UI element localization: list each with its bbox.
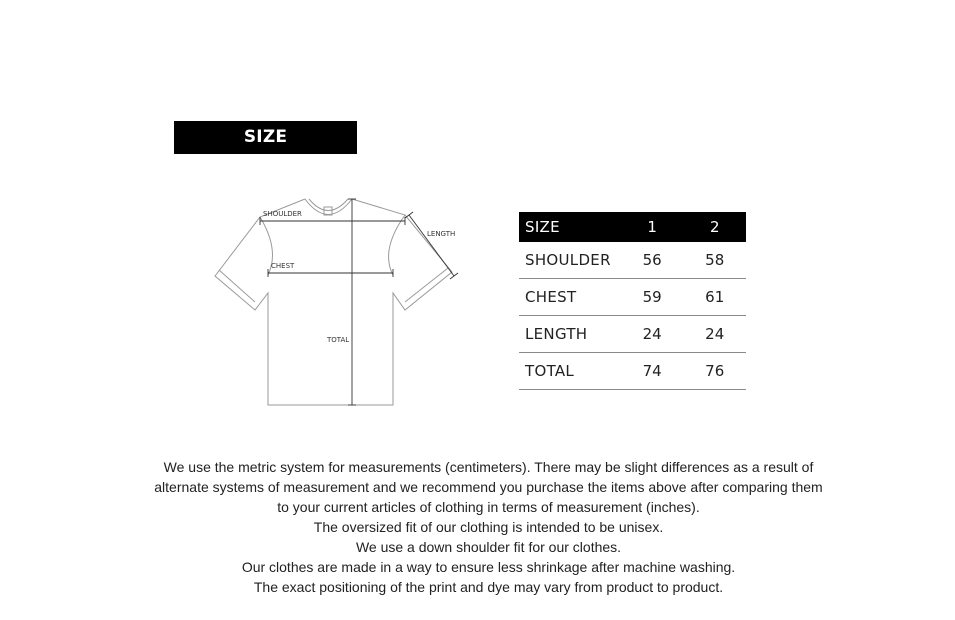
table-row bbox=[519, 279, 746, 316]
down-shoulder-note: We use a down shoulder fit for our clothes. bbox=[355, 539, 622, 555]
shoulder-size-2-value: 58 bbox=[683, 242, 746, 279]
shoulder-size-1-value: 56 bbox=[621, 242, 684, 279]
size-information-heading: SIZE INFORMATION bbox=[174, 121, 357, 154]
size-header-label: SIZE bbox=[519, 212, 621, 242]
length-diagram-label: LENGTH bbox=[427, 230, 456, 238]
shoulder-row-label: SHOULDER bbox=[519, 242, 621, 279]
length-size-2-value: 24 bbox=[683, 316, 746, 353]
shoulder-diagram-label: SHOULDER bbox=[263, 210, 302, 218]
length-size-1-value: 24 bbox=[621, 316, 684, 353]
print-dye-note: The exact positioning of the print and dye may vary from product to product. bbox=[253, 579, 724, 595]
chest-size-1-value: 59 bbox=[621, 279, 684, 316]
measurement-notes bbox=[150, 457, 827, 597]
table-row bbox=[519, 242, 746, 279]
size-2-header: 2 bbox=[683, 212, 746, 242]
tshirt-measurement-diagram bbox=[205, 190, 475, 415]
size-table-header-row bbox=[519, 212, 746, 242]
total-size-2-value: 76 bbox=[683, 353, 746, 390]
total-row-label: TOTAL bbox=[519, 353, 621, 390]
tshirt-outline bbox=[215, 199, 452, 405]
chest-size-2-value: 61 bbox=[683, 279, 746, 316]
chest-row-label: CHEST bbox=[519, 279, 621, 316]
table-row bbox=[519, 353, 746, 390]
length-row-label: LENGTH bbox=[519, 316, 621, 353]
shrinkage-note: Our clothes are made in a way to ensure less shrinkage after machine washing. bbox=[241, 559, 736, 575]
chest-diagram-label: CHEST bbox=[271, 262, 295, 270]
total-diagram-label: TOTAL bbox=[327, 336, 350, 344]
table-row bbox=[519, 316, 746, 353]
size-chart-table bbox=[519, 212, 746, 390]
size-1-header: 1 bbox=[621, 212, 684, 242]
unisex-fit-note: The oversized fit of our clothing is intended to be unisex. bbox=[313, 519, 664, 535]
total-size-1-value: 74 bbox=[621, 353, 684, 390]
metric-system-note: We use the metric system for measurements (centimeters). There may be slight differences as a result of alternate systems of measurement and we recommend you purchase the items above after comparing them to your current articles of clothing in terms of measurement (inches). bbox=[154, 459, 823, 515]
